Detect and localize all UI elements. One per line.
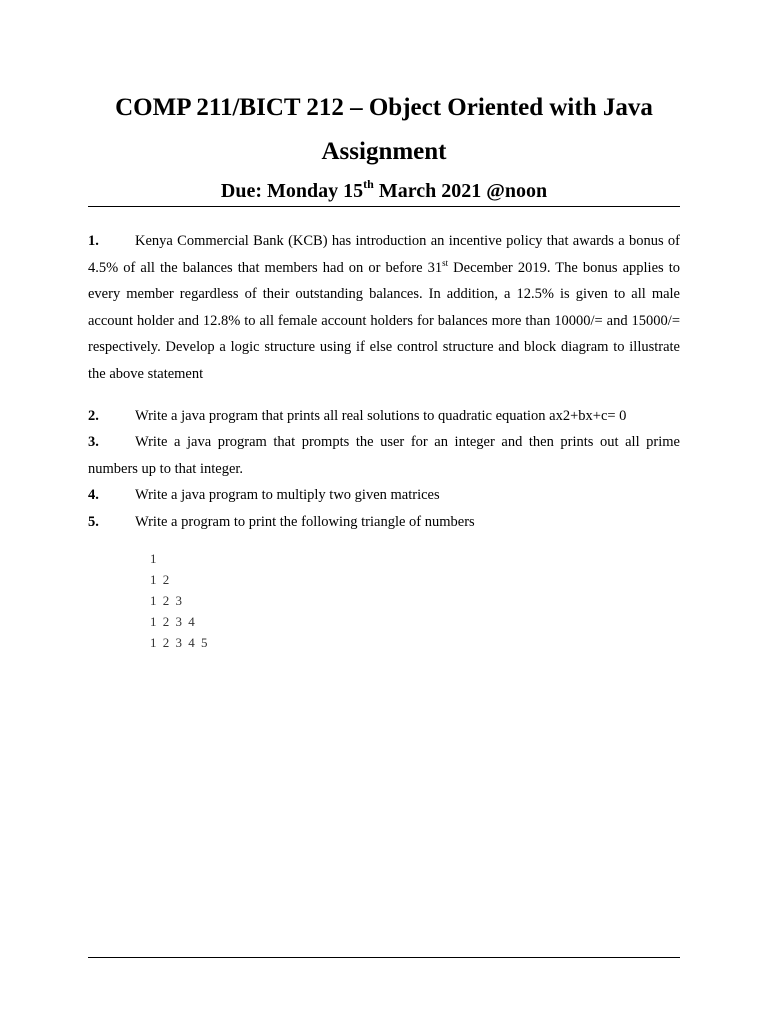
top-divider	[88, 206, 680, 207]
triangle-row: 1 2 3	[150, 593, 184, 608]
question-2	[88, 403, 680, 430]
triangle-row: 1 2	[150, 572, 171, 587]
question-number: 2.	[88, 408, 99, 424]
question-1	[88, 228, 680, 387]
triangle-row: 1 2 3 4	[150, 614, 197, 629]
question-number: 1.	[88, 233, 99, 249]
number-triangle	[150, 548, 209, 653]
question-superscript: st	[442, 257, 449, 268]
due-superscript: th	[363, 177, 374, 191]
due-date	[88, 176, 680, 206]
question-number: 4.	[88, 487, 99, 503]
question-5	[88, 509, 680, 536]
bottom-divider	[88, 957, 680, 958]
question-text-cont: December 2019. The bonus applies to every member regardless of their outstanding balances. In addition, a 12.5% is given to all male account holder and 12.8% to all female account holders for balances more than 10000/= and 15000/= respectively. Develop a logic structure using if else control structure and block diagram to illustrate the above statement	[88, 259, 680, 382]
title-line-1: COMP 211/BICT 212 – Object Oriented with Java	[115, 94, 653, 121]
question-number: 5.	[88, 514, 99, 530]
question-text: Write a java program to multiply two given matrices	[135, 487, 440, 503]
due-prefix: Due: Monday 15	[220, 180, 364, 202]
triangle-row: 1 2 3 4 5	[150, 635, 209, 650]
question-3	[88, 429, 680, 482]
question-text: Write a program to print the following triangle of numbers	[135, 514, 475, 530]
triangle-row: 1	[150, 551, 158, 566]
question-number: 3.	[88, 434, 99, 450]
question-text: Write a java program that prompts the user for an integer and then prints out all prime numbers up to that integer.	[88, 434, 680, 477]
due-suffix: March 2021 @noon	[373, 180, 548, 202]
title-line-2: Assignment	[321, 138, 447, 165]
question-4	[88, 482, 680, 509]
question-text: Write a java program that prints all real solutions to quadratic equation ax2+bx+c= 0	[135, 408, 627, 424]
document-title	[88, 86, 680, 174]
question-text: Kenya Commercial Bank (KCB) has introduction an incentive policy that awards a bonus of 4.5% of all the balances that members had on or before 31	[88, 233, 680, 276]
